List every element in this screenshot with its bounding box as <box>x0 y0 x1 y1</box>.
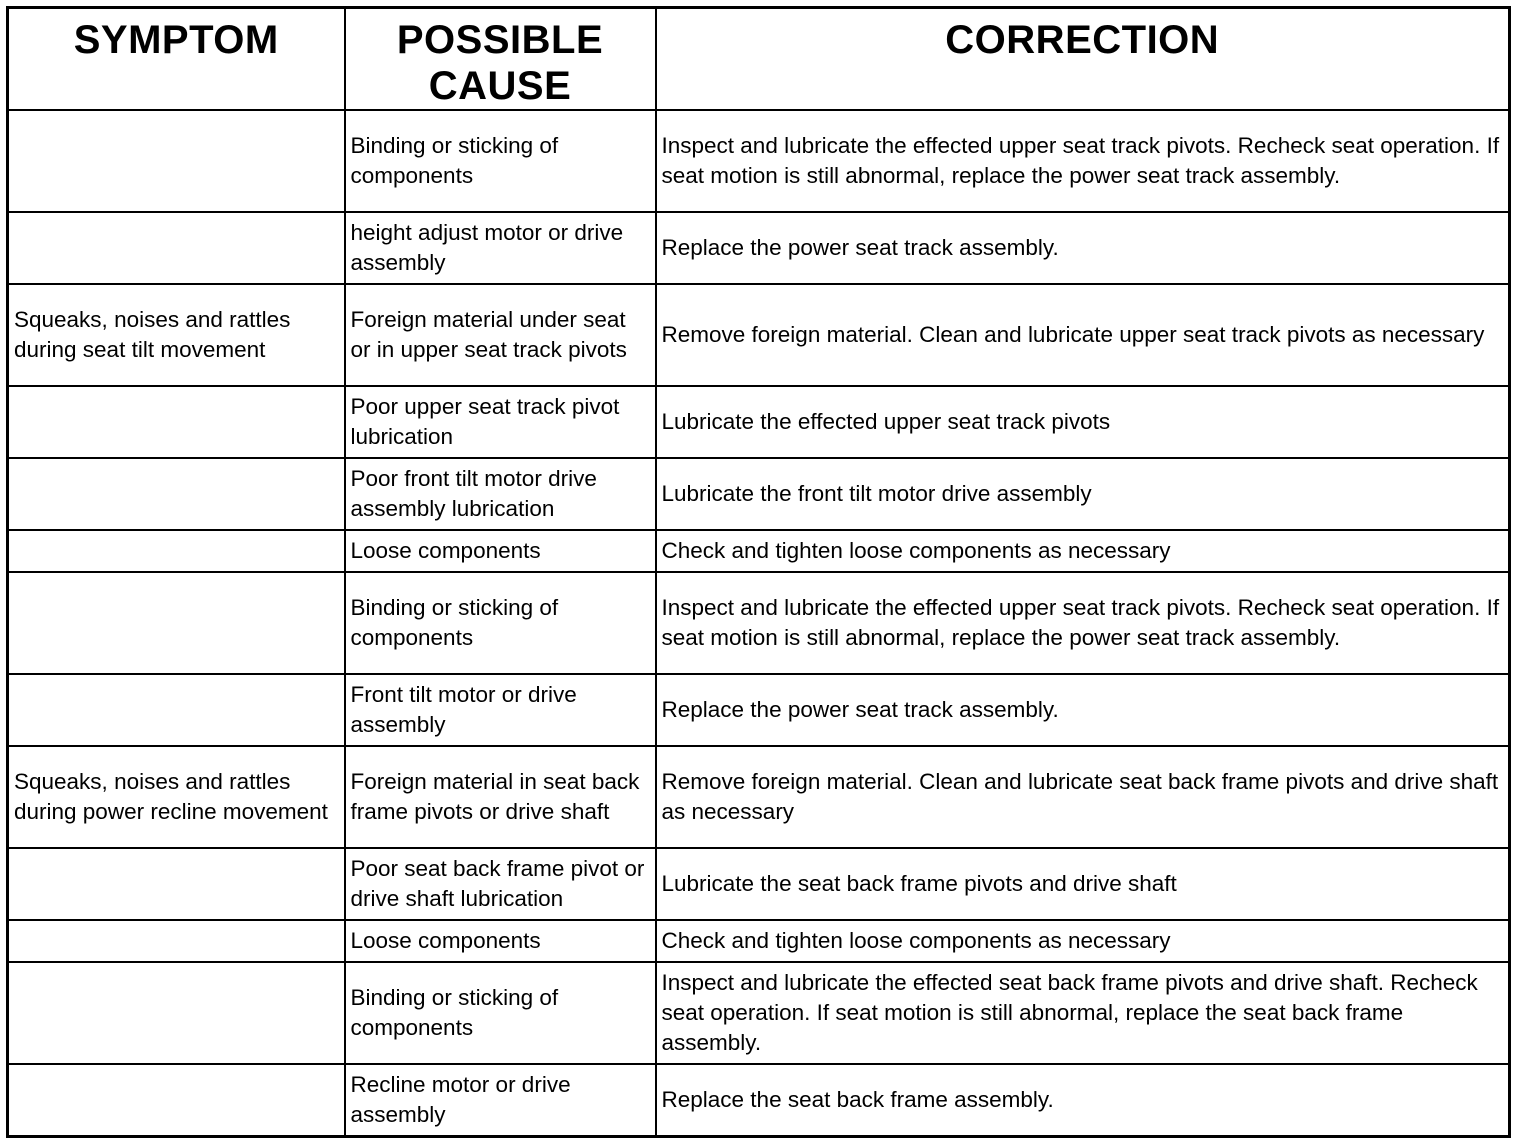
header-correction: CORRECTION <box>656 8 1510 111</box>
table-row <box>8 110 1510 212</box>
cause-cell: Binding or sticking of components <box>345 572 656 674</box>
symptom-cell <box>8 386 345 458</box>
symptom-cell <box>8 1064 345 1137</box>
correction-cell: Replace the power seat track assembly. <box>656 212 1510 284</box>
table-row <box>8 1064 1510 1137</box>
correction-cell: Lubricate the effected upper seat track pivots <box>656 386 1510 458</box>
table-row <box>8 572 1510 674</box>
correction-cell: Check and tighten loose components as necessary <box>656 530 1510 572</box>
correction-cell: Lubricate the seat back frame pivots and drive shaft <box>656 848 1510 920</box>
table-row <box>8 674 1510 746</box>
table-row <box>8 530 1510 572</box>
cause-cell: height adjust motor or drive assembly <box>345 212 656 284</box>
table-row <box>8 920 1510 962</box>
cause-cell: Poor upper seat track pivot lubrication <box>345 386 656 458</box>
correction-cell: Remove foreign material. Clean and lubricate seat back frame pivots and drive shaft as necessary <box>656 746 1510 848</box>
table-row <box>8 386 1510 458</box>
header-possible-cause: POSSIBLE CAUSE <box>345 8 656 111</box>
table-row <box>8 746 1510 848</box>
symptom-cell <box>8 572 345 674</box>
cause-cell: Foreign material in seat back frame pivots or drive shaft <box>345 746 656 848</box>
header-symptom: SYMPTOM <box>8 8 345 111</box>
cause-cell: Poor front tilt motor drive assembly lubrication <box>345 458 656 530</box>
table-row <box>8 458 1510 530</box>
symptom-cell: Squeaks, noises and rattles during seat tilt movement <box>8 284 345 386</box>
diagnosis-table <box>6 6 1511 1138</box>
header-row <box>8 8 1510 111</box>
correction-cell: Inspect and lubricate the effected seat back frame pivots and drive shaft. Recheck seat operation. If seat motion is still abnormal, replace the seat back frame assembly. <box>656 962 1510 1064</box>
symptom-cell <box>8 848 345 920</box>
table-row <box>8 848 1510 920</box>
symptom-cell <box>8 458 345 530</box>
cause-cell: Recline motor or drive assembly <box>345 1064 656 1137</box>
symptom-cell <box>8 110 345 212</box>
correction-cell: Replace the power seat track assembly. <box>656 674 1510 746</box>
symptom-cell <box>8 530 345 572</box>
correction-cell: Remove foreign material. Clean and lubricate upper seat track pivots as necessary <box>656 284 1510 386</box>
symptom-cell <box>8 212 345 284</box>
cause-cell: Front tilt motor or drive assembly <box>345 674 656 746</box>
table-row <box>8 284 1510 386</box>
cause-cell: Loose components <box>345 920 656 962</box>
table-row <box>8 212 1510 284</box>
symptom-cell <box>8 920 345 962</box>
cause-cell: Foreign material under seat or in upper seat track pivots <box>345 284 656 386</box>
cause-cell: Binding or sticking of components <box>345 962 656 1064</box>
correction-cell: Inspect and lubricate the effected upper seat track pivots. Recheck seat operation. If seat motion is still abnormal, replace the power seat track assembly. <box>656 572 1510 674</box>
correction-cell: Inspect and lubricate the effected upper seat track pivots. Recheck seat operation. If seat motion is still abnormal, replace the power seat track assembly. <box>656 110 1510 212</box>
symptom-cell <box>8 962 345 1064</box>
correction-cell: Check and tighten loose components as necessary <box>656 920 1510 962</box>
cause-cell: Binding or sticking of components <box>345 110 656 212</box>
correction-cell: Replace the seat back frame assembly. <box>656 1064 1510 1137</box>
symptom-cell <box>8 674 345 746</box>
correction-cell: Lubricate the front tilt motor drive assembly <box>656 458 1510 530</box>
cause-cell: Loose components <box>345 530 656 572</box>
table-row <box>8 962 1510 1064</box>
cause-cell: Poor seat back frame pivot or drive shaft lubrication <box>345 848 656 920</box>
symptom-cell: Squeaks, noises and rattles during power recline movement <box>8 746 345 848</box>
